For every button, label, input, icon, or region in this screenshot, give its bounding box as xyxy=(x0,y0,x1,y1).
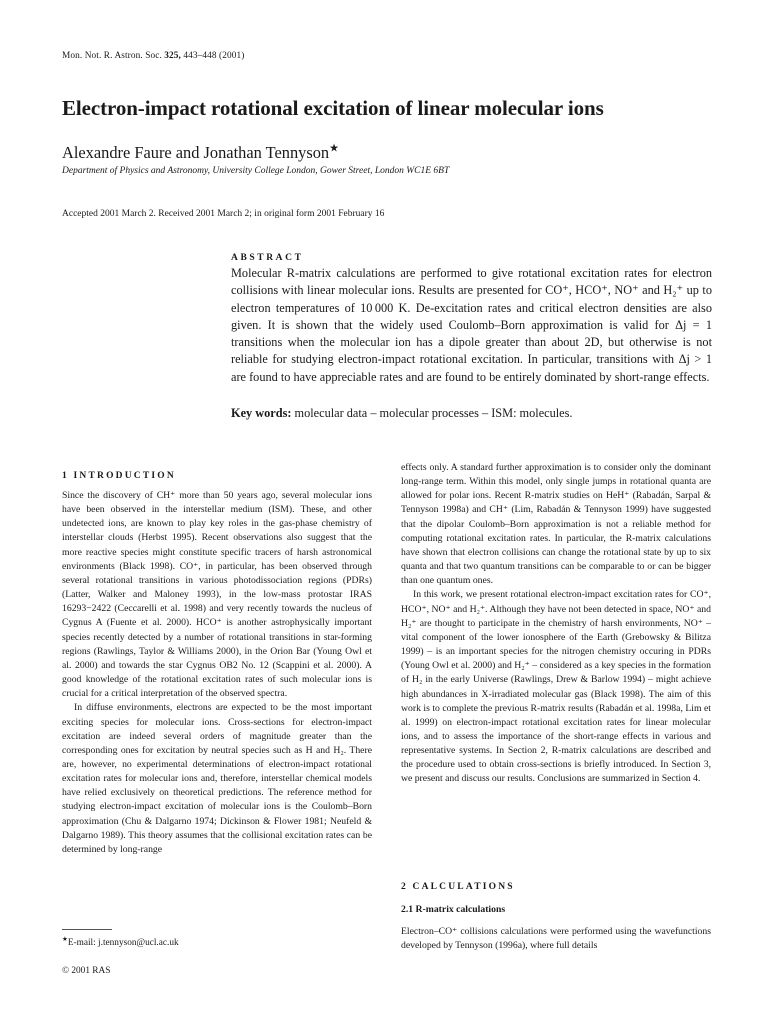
author-line xyxy=(62,143,339,163)
journal-pages: 443–448 (2001) xyxy=(180,51,245,61)
right-column xyxy=(401,461,711,787)
abstract-body: Molecular R-matrix calculations are performed to give rotational excitation rates for electron collisions with linear molecular ions. Results are presented for CO⁺, HCO⁺, NO⁺ and H₂⁺ up to electron temperatures of 10 000 K. De-excitation rates and critical electron densities are also given. It is shown that the widely used Coulomb–Born approximation is valid for Δj = 1 transitions when the molecular ion has a dipole greater than about 2D, but otherwise is not reliable for studying electron-impact rotational excitation. In particular, transitions with Δj > 1 are found to have appreciable rates and are found to be entirely dominated by short-range effects. xyxy=(231,266,712,384)
copyright: © 2001 RAS xyxy=(62,966,111,976)
intro-paragraph-2: In diffuse environments, electrons are expected to be the most important exciting species for molecular ions. Cross-sections for electron-impact excitation are indeed several orders of magnitude greater than the corresponding ones for excitation by neutral species such as H and H₂. There are, however, no experimental determinations of electron-impact rotational excitation rates for molecular ions and, therefore, interstellar chemical models have relied exclusively on theoretical predictions. The reference method for studying electron-impact excitation of molecular ions is the Coulomb–Born approximation (Chu & Dalgarno 1974; Dickinson & Flower 1981; Neufeld & Dalgarno 1989). This theory assumes that the collisional excitation rates can be determined by long-range xyxy=(62,702,372,855)
footnote-mark: ★ xyxy=(62,935,68,943)
footnote-divider xyxy=(62,929,112,930)
left-column xyxy=(62,489,372,857)
affiliation: Department of Physics and Astronomy, University College London, Gower Street, London WC1E 6BT xyxy=(62,166,450,176)
journal-name: Mon. Not. R. Astron. Soc. xyxy=(62,51,165,61)
paper-title: Electron-impact rotational excitation of linear molecular ions xyxy=(62,96,604,120)
keywords-list: molecular data – molecular processes – ISM: molecules. xyxy=(291,406,573,420)
subsection-heading-rmatrix: 2.1 R-matrix calculations xyxy=(401,904,506,915)
keywords-label: Key words: xyxy=(231,406,292,420)
footnote xyxy=(62,935,179,948)
section-heading-calculations: 2 CALCULATIONS xyxy=(401,882,515,892)
keywords xyxy=(231,406,573,421)
journal-citation xyxy=(62,51,244,61)
received-dates: Accepted 2001 March 2. Received 2001 March 2; in original form 2001 February 16 xyxy=(62,209,385,219)
intro-paragraph-4: In this work, we present rotational electron-impact excitation rates for CO⁺, HCO⁺, NO⁺ and H₂⁺. Although they have not been detected in space, NO⁺ and H₂⁺ are thought to participate in the chemistry of harsh environments, NO⁺ – vital component of the lower ionosphere of the Earth (Grebowsky & Bilitza 1999) – is an important species for the nitrogen chemistry occuring in PDRs (Young Owl et al. 2000) and H₂⁺ – considered as a key species in the formation of H₂ in the early Universe (Rawlings, Drew & Barlow 1994) – might achieve high abundances in X-irradiated molecular gas (Black 1998). The aim of this work is to complete the previous R-matrix results (Rabadán et al. 1998a, Lim et al. 1999) on electron-impact rotational excitation rates for linear molecular ions, and to assess the importance of the short-range effects in various and representative systems. In Section 2, R-matrix calculations are described and the procedure used to obtain cross-sections is briefly introduced. In Section 3, we present and discuss our results. Conclusions are summarized in Section 4. xyxy=(401,589,711,785)
calc-paragraph-1: Electron–CO⁺ collisions calculations were performed using the wavefunctions developed by Tennyson (1996a), where full details xyxy=(401,926,711,952)
author-footnote-mark: ★ xyxy=(329,142,339,155)
journal-volume: 325, xyxy=(164,51,181,61)
intro-paragraph-3: effects only. A standard further approximation is to consider only the dominant long-range term. Within this model, only single jumps in rotational quanta are allowed for polar ions. Recent R-matrix studies on HeH⁺ (Rabadán, Sarpal & Tennyson 1998a) and CH⁺ (Lim, Rabadán & Tennyson 1999) have suggested that the dipolar Coulomb–Born approximation is not a reliable method for computing rotational excitation rates. In particular, the R-matrix calculations have shown that electron collisions can change the rotational state by up to six quanta and that two quantum transitions can be comparable to or can be bigger than one quantum ones. xyxy=(401,462,711,587)
section-heading-introduction: 1 INTRODUCTION xyxy=(62,471,176,481)
calculations-text xyxy=(401,925,711,953)
author-names: Alexandre Faure and Jonathan Tennyson xyxy=(62,143,330,162)
footnote-email: E-mail: j.tennyson@ucl.ac.uk xyxy=(67,938,179,948)
abstract-heading: ABSTRACT xyxy=(231,253,304,263)
intro-paragraph-1: Since the discovery of CH⁺ more than 50 years ago, several molecular ions have been observed in the interstellar medium (ISM). These, and other undetected ions, are known to play key roles in the gas-phase chemistry of interstellar clouds (Herbst 1995). Recent observations also suggest that the more reactive species might constitute specific tracers of harsh astronomical environments (Black 1998). CO⁺, in particular, has been observed through several rotational transitions in various photodissociation regions (PDRs) (Latter, Walker and Maloney 1993), in the low-mass protostar IRAS 16293−2422 (Ceccarelli et al. 1998) and very recently towards the nucleus of Cygnus A (Fuente et al. 2000). HCO⁺ is another astrophysically important species recently detected by a number of rotational transitions in star-forming regions (Rawlings, Taylor & Williams 2000), in the Orion Bar (Young Owl et al. 2000) and towards the star Cygnus OB2 No. 12 (Scappini et al. 2000). A good knowledge of the rotational excitation rates of such molecular ions is crucial for a critical interpretation of the observed spectra. xyxy=(62,490,372,700)
